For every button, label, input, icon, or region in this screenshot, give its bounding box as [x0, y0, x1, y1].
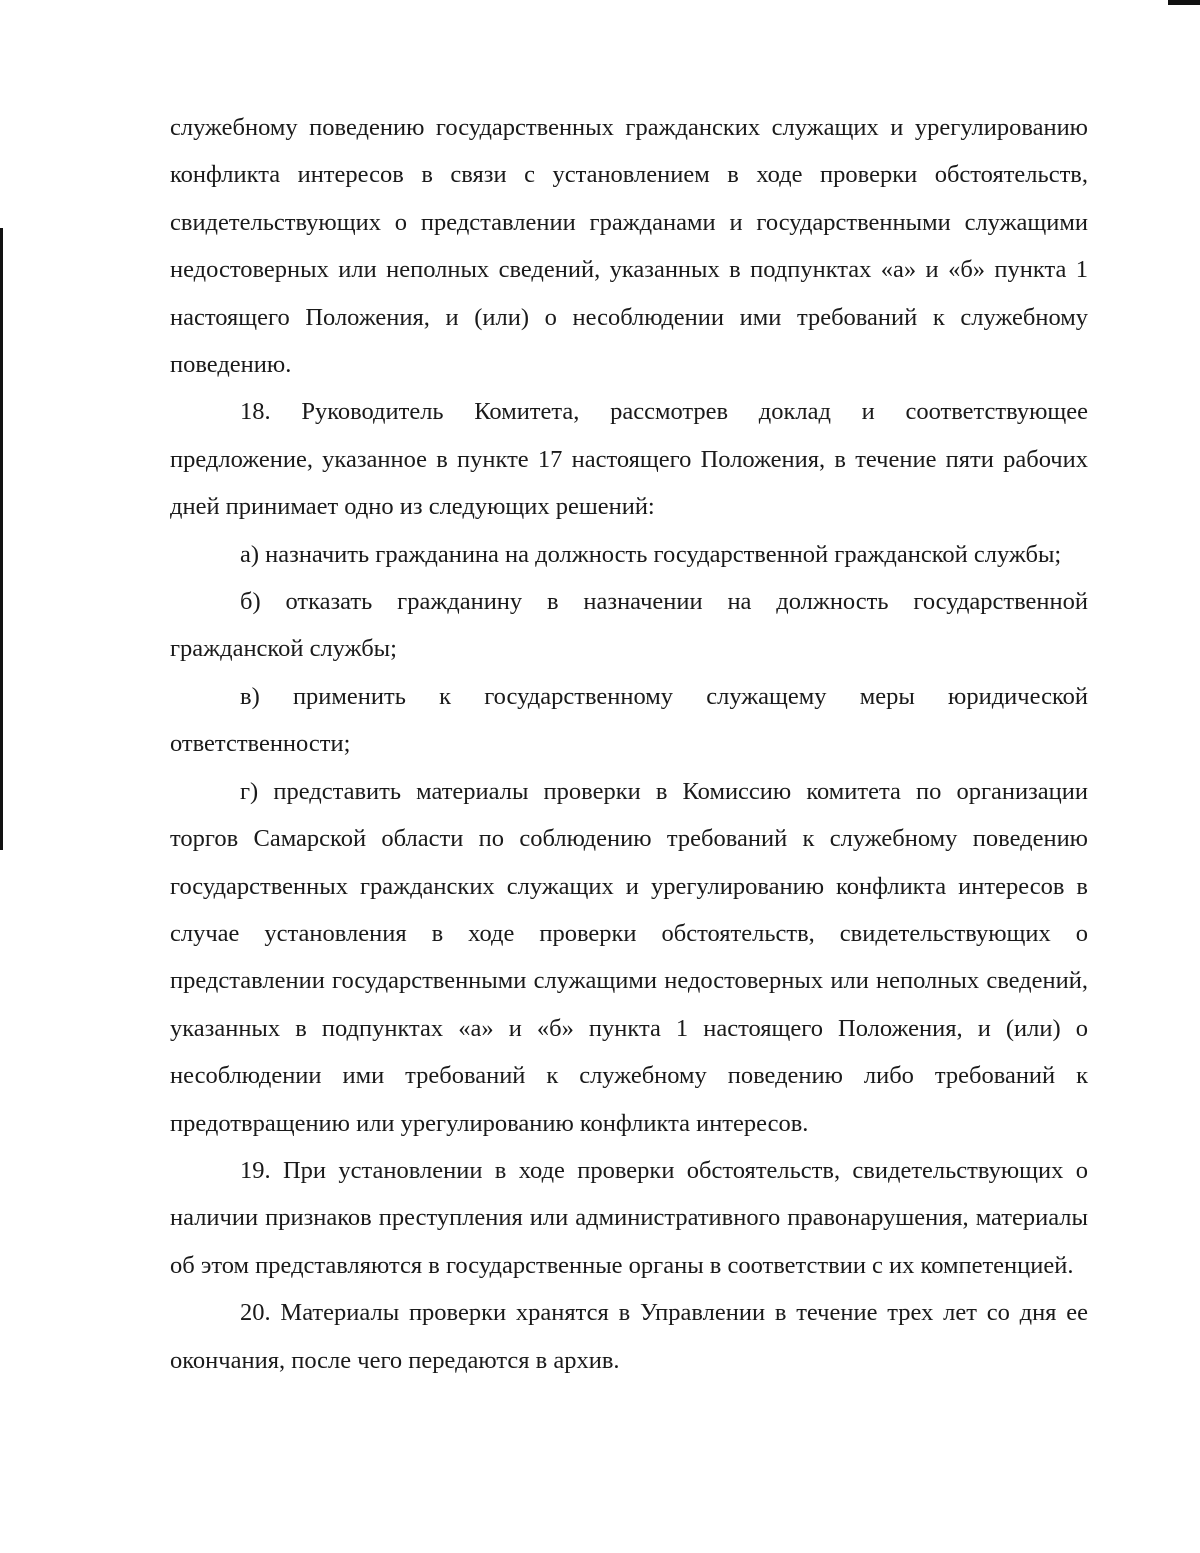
paragraph-continuation: служебному поведению государственных гражданских служащих и урегулированию конфликта интересов в связи с установлением в ходе проверки обстоятельств, свидетельствующих о представлении гражданами и государственными служащими недостоверных или неполных сведений, указанных в подпунктах «а» и «б» пункта 1 настоящего Положения, и (или) о несоблюдении ими требований к служебному поведению. — [170, 114, 1088, 379]
document-body — [170, 104, 1088, 1384]
scan-edge-mark — [1168, 0, 1200, 5]
paragraph-item-18-g: г) представить материалы проверки в Комиссию комитета по организации торгов Самарской области по соблюдению требований к служебному поведению государственных гражданских служащих и урегулированию конфликта интересов в случае установления в ходе проверки обстоятельств, свидетельствующих о представлении государственными служащими недостоверных или неполных сведений, указанных в подпунктах «а» и «б» пункта 1 настоящего Положения, и (или) о несоблюдении ими требований к служебному поведению либо требований к предотвращению или урегулированию конфликта интересов. — [170, 777, 1088, 1137]
paragraph-item-20: 20. Материалы проверки хранятся в Управлении в течение трех лет со дня ее окончания, после чего передаются в архив. — [170, 1299, 1088, 1374]
paragraph-item-18-a: а) назначить гражданина на должность государственной гражданской службы; — [240, 540, 1062, 568]
paragraph-item-18: 18. Руководитель Комитета, рассмотрев доклад и соответствующее предложение, указанное в пункте 17 настоящего Положения, в течение пяти рабочих дней принимает одно из следующих решений: — [170, 398, 1088, 521]
scan-binding-line — [0, 228, 3, 850]
paragraph-item-19: 19. При установлении в ходе проверки обстоятельств, свидетельствующих о наличии признаков преступления или административного правонарушения, материалы об этом представляются в государственные органы в соответствии с их компетенцией. — [170, 1156, 1088, 1279]
paragraph-item-18-v: в) применить к государственному служащему меры юридической ответственности; — [170, 682, 1088, 758]
paragraph-item-18-b: б) отказать гражданину в назначении на должность государственной гражданской службы; — [170, 588, 1088, 663]
